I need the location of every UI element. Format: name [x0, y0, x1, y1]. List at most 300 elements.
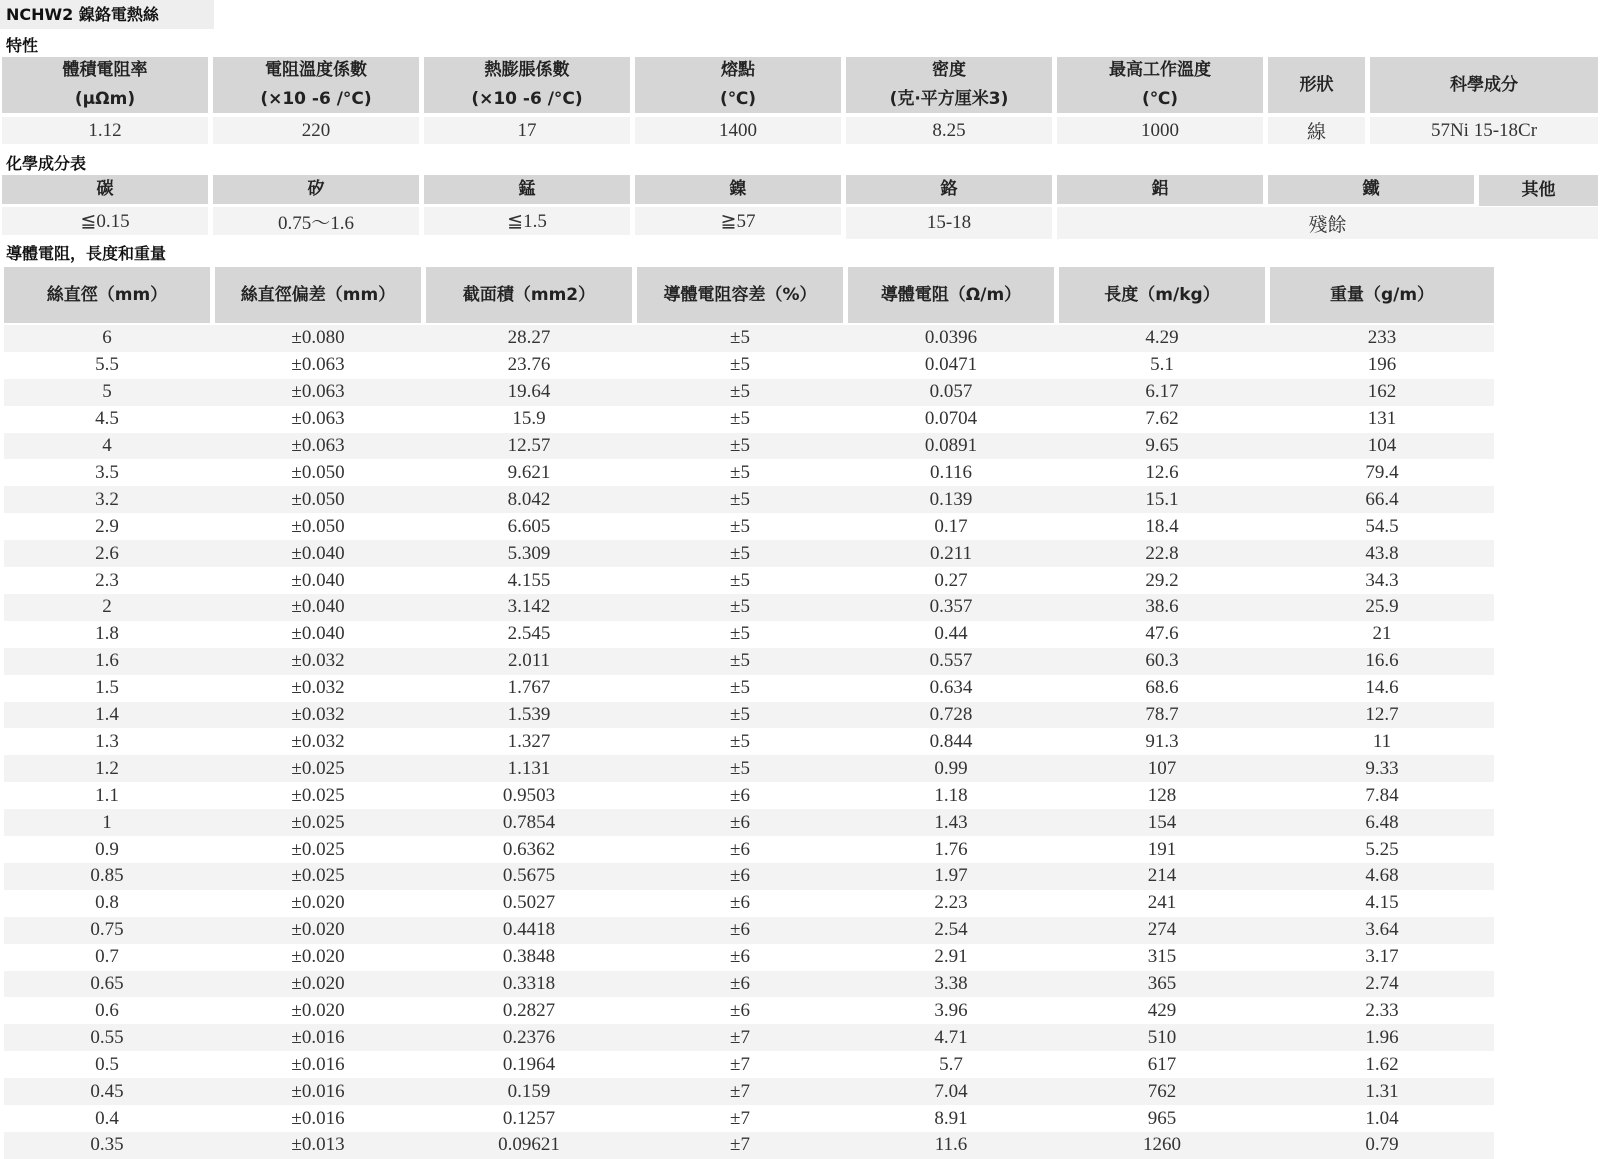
- table-cell: 162: [1367, 381, 1397, 403]
- table-cell: 47.6: [1145, 623, 1179, 645]
- wire-header-text: 絲直徑（mm）: [46, 284, 168, 305]
- table-cell: 0.2376: [502, 1026, 556, 1048]
- table-cell: 5: [102, 381, 112, 403]
- table-cell: 2.23: [934, 892, 968, 914]
- table-cell: 2.54: [934, 919, 968, 941]
- table-cell: ±0.050: [291, 515, 345, 537]
- table-cell: 0.139: [929, 488, 973, 510]
- comp-value: ≦0.15: [2, 207, 208, 235]
- comp-value: 15-18: [846, 207, 1052, 239]
- wire-header: [637, 267, 843, 323]
- table-cell: 0.17: [934, 515, 968, 537]
- section-label-composition: 化學成分表: [6, 154, 87, 173]
- table-cell: 2.6: [95, 542, 119, 564]
- table-cell: 1.131: [507, 757, 551, 779]
- table-cell: 274: [1147, 919, 1177, 941]
- comp-header: 矽: [213, 175, 419, 204]
- table-cell: 3.5: [95, 461, 119, 483]
- wire-header-text: 導體電阻容差（%）: [663, 284, 817, 305]
- prop-header-max-temp: [1057, 57, 1263, 113]
- table-cell: ±0.020: [291, 919, 345, 941]
- prop-header-temp-coef: [213, 57, 419, 113]
- table-cell: ±5: [730, 677, 750, 699]
- table-cell: 131: [1367, 408, 1397, 430]
- table-cell: 9.65: [1145, 435, 1179, 457]
- table-cell: 0.5027: [502, 892, 556, 914]
- table-cell: 8.042: [507, 488, 551, 510]
- wire-header-text: 導體電阻（Ω/m）: [880, 284, 1022, 305]
- wire-header: [1059, 267, 1265, 323]
- table-cell: 0.634: [929, 677, 973, 699]
- table-cell: ±0.025: [291, 757, 345, 779]
- table-cell: ±6: [730, 892, 750, 914]
- table-row: [4, 971, 1494, 998]
- table-cell: 1.767: [507, 677, 551, 699]
- table-cell: 214: [1147, 865, 1177, 887]
- table-cell: ±6: [730, 865, 750, 887]
- table-cell: 0.4: [95, 1107, 119, 1129]
- table-cell: 0.116: [929, 461, 973, 483]
- wire-header-text: 重量（g/m）: [1329, 284, 1435, 305]
- table-cell: 4.15: [1365, 892, 1399, 914]
- table-cell: 1.539: [507, 704, 551, 726]
- table-cell: 0.057: [929, 381, 973, 403]
- table-cell: 233: [1367, 327, 1397, 349]
- prop-header-unit: (×10 -6 /°C): [260, 89, 372, 109]
- table-cell: ±6: [730, 784, 750, 806]
- table-cell: 3.2: [95, 488, 119, 510]
- table-cell: 68.6: [1145, 677, 1179, 699]
- table-cell: ±0.020: [291, 973, 345, 995]
- table-cell: 1.31: [1365, 1080, 1399, 1102]
- table-cell: ±5: [730, 650, 750, 672]
- table-cell: 1.4: [95, 704, 119, 726]
- table-cell: ±0.032: [291, 730, 345, 752]
- table-cell: 0.6: [95, 999, 119, 1021]
- table-cell: 0.159: [507, 1080, 551, 1102]
- table-cell: 6.48: [1365, 811, 1399, 833]
- table-cell: ±0.025: [291, 865, 345, 887]
- table-cell: ±5: [730, 623, 750, 645]
- table-cell: 7.04: [934, 1080, 968, 1102]
- table-cell: 104: [1367, 435, 1397, 457]
- page-title: NCHW2 鎳鉻電熱絲: [0, 0, 214, 29]
- comp-value: ≦1.5: [424, 207, 630, 235]
- table-cell: 1.43: [934, 811, 968, 833]
- table-cell: 12.7: [1365, 704, 1399, 726]
- table-cell: 0.0891: [924, 435, 978, 457]
- prop-header-unit: (×10 -6 /°C): [471, 89, 583, 109]
- table-row: [4, 1051, 1494, 1078]
- table-cell: 1.76: [934, 838, 968, 860]
- table-cell: 241: [1147, 892, 1177, 914]
- table-cell: 6.17: [1145, 381, 1179, 403]
- table-cell: 12.57: [507, 435, 551, 457]
- table-cell: 1.97: [934, 865, 968, 887]
- table-row: [4, 1132, 1494, 1159]
- table-row: [4, 379, 1494, 406]
- table-cell: 0.85: [90, 865, 124, 887]
- table-cell: 11: [1372, 730, 1392, 752]
- table-cell: 510: [1147, 1026, 1177, 1048]
- table-cell: 78.7: [1145, 704, 1179, 726]
- table-cell: ±0.016: [291, 1107, 345, 1129]
- table-cell: 16.6: [1365, 650, 1399, 672]
- table-cell: 0.8: [95, 892, 119, 914]
- table-cell: ±0.063: [291, 381, 345, 403]
- table-cell: 1.5: [95, 677, 119, 699]
- table-cell: 4.155: [507, 569, 551, 591]
- prop-value: 57Ni 15-18Cr: [1370, 117, 1598, 144]
- table-cell: 1.2: [95, 757, 119, 779]
- table-cell: 15.1: [1145, 488, 1179, 510]
- table-cell: ±0.020: [291, 892, 345, 914]
- table-cell: 0.7: [95, 946, 119, 968]
- table-row: [4, 486, 1494, 513]
- table-row: [4, 352, 1494, 379]
- table-cell: 29.2: [1145, 569, 1179, 591]
- table-cell: 5.25: [1365, 838, 1399, 860]
- table-cell: 1.1: [95, 784, 119, 806]
- table-cell: ±7: [730, 1053, 750, 1075]
- table-cell: 2: [102, 596, 112, 618]
- table-cell: 23.76: [507, 354, 551, 376]
- section-label-properties: 特性: [6, 36, 39, 55]
- table-cell: 19.64: [507, 381, 551, 403]
- table-row: [4, 540, 1494, 567]
- table-cell: 4.71: [934, 1026, 968, 1048]
- wire-header-text: 截面積（mm2）: [462, 284, 596, 305]
- table-cell: ±7: [730, 1026, 750, 1048]
- prop-header-text: 熱膨脹係數: [484, 60, 570, 80]
- table-cell: ±6: [730, 838, 750, 860]
- table-cell: ±5: [730, 461, 750, 483]
- table-cell: 1.96: [1365, 1026, 1399, 1048]
- table-row: [4, 594, 1494, 621]
- table-cell: 0.65: [90, 973, 124, 995]
- table-cell: 66.4: [1365, 488, 1399, 510]
- table-cell: ±0.063: [291, 408, 345, 430]
- table-cell: 0.0471: [924, 354, 978, 376]
- table-cell: 0.45: [90, 1080, 124, 1102]
- table-cell: 617: [1147, 1053, 1177, 1075]
- table-row: [4, 621, 1494, 648]
- table-cell: ±0.080: [291, 327, 345, 349]
- table-cell: 1.18: [934, 784, 968, 806]
- table-cell: 25.9: [1365, 596, 1399, 618]
- table-cell: 5.5: [95, 354, 119, 376]
- table-cell: ±0.050: [291, 488, 345, 510]
- section-label-resistance: 導體電阻，長度和重量: [6, 244, 167, 263]
- table-cell: 0.9503: [502, 784, 556, 806]
- table-cell: ±5: [730, 704, 750, 726]
- table-cell: ±0.016: [291, 1026, 345, 1048]
- prop-header-unit: (克·平方厘米3): [889, 89, 1009, 109]
- table-cell: ±0.063: [291, 435, 345, 457]
- comp-header: 碳: [2, 175, 208, 204]
- table-cell: 60.3: [1145, 650, 1179, 672]
- prop-header-text: 電阻溫度係數: [265, 60, 367, 80]
- table-cell: 4: [102, 435, 112, 457]
- prop-value: 220: [213, 117, 419, 144]
- table-row: [4, 513, 1494, 540]
- table-cell: 3.96: [934, 999, 968, 1021]
- table-row: [4, 836, 1494, 863]
- table-cell: ±5: [730, 569, 750, 591]
- table-cell: ±0.040: [291, 623, 345, 645]
- table-row: [4, 890, 1494, 917]
- table-cell: ±6: [730, 973, 750, 995]
- table-cell: 2.011: [507, 650, 551, 672]
- table-row: [4, 675, 1494, 702]
- table-cell: 1.62: [1365, 1053, 1399, 1075]
- prop-header-text: 密度: [932, 60, 966, 80]
- prop-header-unit: (℃): [719, 89, 757, 109]
- table-cell: 0.27: [934, 569, 968, 591]
- table-cell: ±6: [730, 946, 750, 968]
- table-cell: ±0.025: [291, 784, 345, 806]
- table-cell: 11.6: [934, 1134, 968, 1156]
- table-row: [4, 755, 1494, 782]
- prop-header-text: 形狀: [1299, 74, 1334, 95]
- table-cell: ±0.063: [291, 354, 345, 376]
- table-cell: ±5: [730, 381, 750, 403]
- table-row: [4, 1078, 1494, 1105]
- prop-header-unit: (℃): [1141, 89, 1179, 109]
- table-cell: 365: [1147, 973, 1177, 995]
- table-cell: 4.29: [1145, 327, 1179, 349]
- table-cell: ±5: [730, 408, 750, 430]
- table-cell: 0.728: [929, 704, 973, 726]
- table-cell: 1: [102, 811, 112, 833]
- table-cell: ±5: [730, 730, 750, 752]
- table-row: [4, 648, 1494, 675]
- table-cell: 0.211: [929, 542, 973, 564]
- table-cell: 128: [1147, 784, 1177, 806]
- table-cell: ±0.050: [291, 461, 345, 483]
- table-cell: 965: [1147, 1107, 1177, 1129]
- wire-header: [426, 267, 632, 323]
- wire-header: [848, 267, 1054, 323]
- prop-header-composition: [1370, 57, 1598, 113]
- prop-value: 線: [1268, 117, 1365, 144]
- table-row: [4, 809, 1494, 836]
- table-cell: ±5: [730, 542, 750, 564]
- table-row: [4, 917, 1494, 944]
- table-cell: 12.6: [1145, 461, 1179, 483]
- table-cell: ±0.013: [291, 1134, 345, 1156]
- wire-header: [215, 267, 421, 323]
- table-cell: 6.605: [507, 515, 551, 537]
- table-cell: 191: [1147, 838, 1177, 860]
- table-row: [4, 433, 1494, 460]
- wire-header-text: 絲直徑偏差（mm）: [240, 284, 396, 305]
- table-row: [4, 406, 1494, 433]
- comp-header: 鎳: [635, 175, 841, 204]
- table-cell: 0.44: [934, 623, 968, 645]
- table-row: [4, 729, 1494, 756]
- table-cell: 4.5: [95, 408, 119, 430]
- wire-header: [4, 267, 210, 323]
- prop-header-shape: [1268, 57, 1365, 113]
- prop-value: 8.25: [846, 117, 1052, 144]
- table-cell: 0.2827: [502, 999, 556, 1021]
- table-cell: ±0.040: [291, 596, 345, 618]
- table-cell: 0.09621: [498, 1134, 560, 1156]
- table-row: [4, 567, 1494, 594]
- table-row: [4, 998, 1494, 1025]
- table-cell: 2.33: [1365, 999, 1399, 1021]
- table-cell: ±5: [730, 757, 750, 779]
- table-row: [4, 782, 1494, 809]
- prop-header-text: 最高工作溫度: [1109, 60, 1211, 80]
- table-cell: 5.1: [1150, 354, 1174, 376]
- table-cell: 0.357: [929, 596, 973, 618]
- table-cell: ±5: [730, 327, 750, 349]
- table-cell: ±0.020: [291, 946, 345, 968]
- table-row: [4, 1024, 1494, 1051]
- comp-header: 鉻: [846, 175, 1052, 204]
- prop-header-text: 熔點: [721, 60, 755, 80]
- table-cell: 1.3: [95, 730, 119, 752]
- table-cell: 0.1964: [502, 1053, 556, 1075]
- table-cell: ±0.032: [291, 704, 345, 726]
- prop-header-text: 科學成分: [1450, 74, 1518, 95]
- table-cell: 54.5: [1365, 515, 1399, 537]
- comp-header: 鋁: [1057, 175, 1263, 204]
- table-row: [4, 460, 1494, 487]
- table-cell: ±0.016: [291, 1053, 345, 1075]
- table-cell: ±7: [730, 1134, 750, 1156]
- table-cell: ±0.040: [291, 569, 345, 591]
- table-cell: 0.5675: [502, 865, 556, 887]
- table-cell: 3.64: [1365, 919, 1399, 941]
- table-cell: 15.9: [512, 408, 546, 430]
- table-row: [4, 702, 1494, 729]
- table-cell: ±5: [730, 515, 750, 537]
- table-cell: 1.04: [1365, 1107, 1399, 1129]
- table-cell: 6: [102, 327, 112, 349]
- table-cell: ±5: [730, 488, 750, 510]
- table-cell: ±0.040: [291, 542, 345, 564]
- table-cell: 315: [1147, 946, 1177, 968]
- prop-value: 17: [424, 117, 630, 144]
- table-cell: 2.545: [507, 623, 551, 645]
- table-cell: 107: [1147, 757, 1177, 779]
- table-cell: 3.142: [507, 596, 551, 618]
- prop-header-resistivity: [2, 57, 208, 113]
- comp-value: 0.75～1.6: [213, 207, 419, 235]
- table-cell: 5.7: [939, 1053, 963, 1075]
- table-cell: 0.75: [90, 919, 124, 941]
- prop-value: 1.12: [2, 117, 208, 144]
- wire-header: [1270, 267, 1494, 323]
- table-cell: 196: [1367, 354, 1397, 376]
- table-cell: 14.6: [1365, 677, 1399, 699]
- prop-header-text: 體積電阻率: [62, 60, 148, 80]
- table-cell: 79.4: [1365, 461, 1399, 483]
- table-cell: 0.3318: [502, 973, 556, 995]
- table-cell: 1.6: [95, 650, 119, 672]
- table-cell: 0.99: [934, 757, 968, 779]
- table-cell: ±6: [730, 811, 750, 833]
- table-cell: 0.7854: [502, 811, 556, 833]
- table-cell: 3.17: [1365, 946, 1399, 968]
- table-cell: ±5: [730, 596, 750, 618]
- table-cell: ±0.025: [291, 811, 345, 833]
- table-cell: 21: [1372, 623, 1392, 645]
- table-row: [4, 863, 1494, 890]
- table-cell: 28.27: [507, 327, 551, 349]
- wire-header-text: 長度（m/kg）: [1104, 284, 1220, 305]
- table-cell: 154: [1147, 811, 1177, 833]
- table-cell: ±7: [730, 1107, 750, 1129]
- table-cell: 0.35: [90, 1134, 124, 1156]
- table-cell: ±5: [730, 435, 750, 457]
- table-cell: 0.0396: [924, 327, 978, 349]
- table-cell: 2.9: [95, 515, 119, 537]
- table-row: [4, 944, 1494, 971]
- comp-header: 錳: [424, 175, 630, 204]
- prop-header-density: [846, 57, 1052, 113]
- table-cell: 762: [1147, 1080, 1177, 1102]
- table-cell: 34.3: [1365, 569, 1399, 591]
- table-cell: ±0.025: [291, 838, 345, 860]
- table-cell: 0.0704: [924, 408, 978, 430]
- table-cell: 0.9: [95, 838, 119, 860]
- table-cell: 7.84: [1365, 784, 1399, 806]
- table-cell: 0.6362: [502, 838, 556, 860]
- table-cell: ±0.032: [291, 677, 345, 699]
- table-cell: 18.4: [1145, 515, 1179, 537]
- prop-header-expansion: [424, 57, 630, 113]
- table-cell: 429: [1147, 999, 1177, 1021]
- table-cell: 2.3: [95, 569, 119, 591]
- comp-header: 其他: [1479, 175, 1598, 206]
- table-cell: 5.309: [507, 542, 551, 564]
- table-cell: 9.33: [1365, 757, 1399, 779]
- prop-header-unit: (μΩm): [74, 89, 136, 109]
- table-cell: ±0.032: [291, 650, 345, 672]
- table-cell: 9.621: [507, 461, 551, 483]
- prop-value: 1400: [635, 117, 841, 144]
- table-row: [4, 325, 1494, 352]
- comp-value: ≧57: [635, 207, 841, 235]
- table-cell: ±0.016: [291, 1080, 345, 1102]
- table-cell: 2.74: [1365, 973, 1399, 995]
- table-cell: 0.1257: [502, 1107, 556, 1129]
- table-cell: 38.6: [1145, 596, 1179, 618]
- table-cell: 1260: [1143, 1134, 1181, 1156]
- comp-header: 鐵: [1268, 175, 1474, 204]
- table-cell: 43.8: [1365, 542, 1399, 564]
- table-cell: 22.8: [1145, 542, 1179, 564]
- table-cell: 1.327: [507, 730, 551, 752]
- comp-value-iron: 殘餘: [1057, 207, 1598, 239]
- table-cell: 0.5: [95, 1053, 119, 1075]
- table-cell: 0.4418: [502, 919, 556, 941]
- prop-header-melting: [635, 57, 841, 113]
- table-cell: 91.3: [1145, 730, 1179, 752]
- table-cell: 0.844: [929, 730, 973, 752]
- prop-value: 1000: [1057, 117, 1263, 144]
- table-cell: 0.557: [929, 650, 973, 672]
- table-cell: 0.55: [90, 1026, 124, 1048]
- table-cell: 4.68: [1365, 865, 1399, 887]
- table-cell: ±7: [730, 1080, 750, 1102]
- table-cell: 2.91: [934, 946, 968, 968]
- table-cell: 0.79: [1365, 1134, 1399, 1156]
